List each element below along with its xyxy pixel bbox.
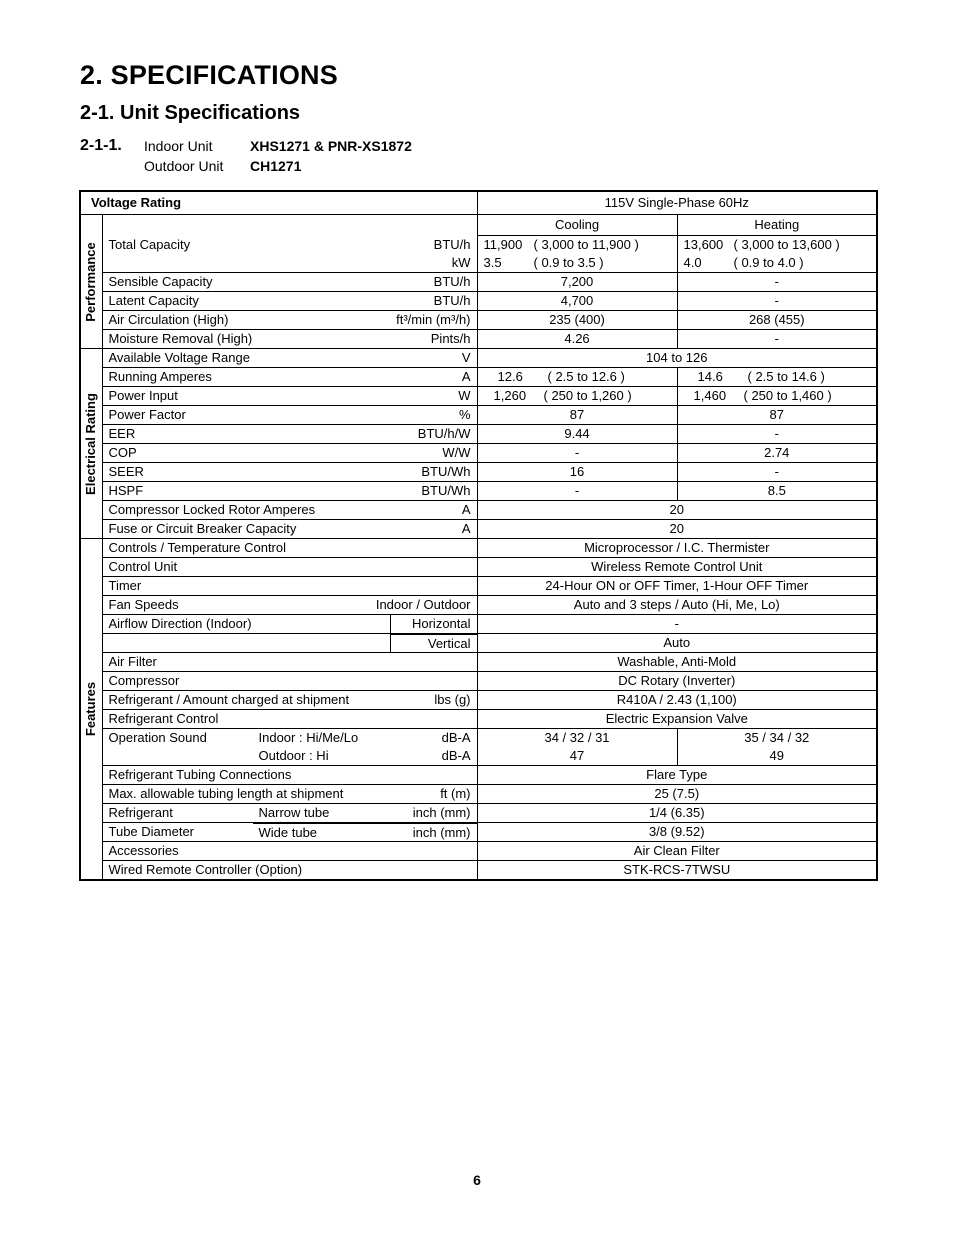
row-label: Fan Speeds <box>108 597 179 612</box>
page-number: 6 <box>473 1172 481 1188</box>
cell-value: 1,260 <box>493 388 527 403</box>
cell-value: 1/4 (6.35) <box>477 804 877 823</box>
row-sub-label: Indoor : Hi/Me/Lo <box>258 730 359 745</box>
cell-value: 87 <box>477 406 677 425</box>
cell-value: 49 <box>677 747 877 766</box>
row-unit: BTU/h <box>433 293 471 308</box>
cell-value: Air Clean Filter <box>477 842 877 861</box>
cell-value: 4.0 <box>683 255 702 270</box>
row-unit: Indoor / Outdoor <box>375 597 471 612</box>
row-unit: A <box>461 502 471 517</box>
cell-value: Auto and 3 steps / Auto (Hi, Me, Lo) <box>477 596 877 615</box>
row-unit: A <box>461 521 471 536</box>
table-row <box>80 425 877 444</box>
section-features: Features <box>80 539 102 881</box>
cell-value: ( 0.9 to 3.5 ) <box>533 255 604 270</box>
cell-value: - <box>677 292 877 311</box>
table-row <box>80 653 877 672</box>
row-label: Refrigerant Control <box>102 710 477 729</box>
cell-value: R410A / 2.43 (1,100) <box>477 691 877 710</box>
cell-value: 9.44 <box>477 425 677 444</box>
table-row <box>80 861 877 881</box>
cell-value: 11,900 <box>483 237 523 252</box>
row-unit: W/W <box>442 445 471 460</box>
cell-value: ( 3,000 to 11,900 ) <box>533 237 639 252</box>
total-capacity-unit-kw: kW <box>102 254 477 273</box>
table-row <box>80 501 877 520</box>
cell-value: - <box>477 482 677 501</box>
row-unit: V <box>461 350 471 365</box>
heating-header: Heating <box>677 215 877 236</box>
row-unit: W <box>458 388 471 403</box>
cell-value: ( 2.5 to 14.6 ) <box>747 369 825 384</box>
cell-value: Washable, Anti-Mold <box>477 653 877 672</box>
section-title: 2-1. Unit Specifications <box>80 102 301 124</box>
table-row <box>80 444 877 463</box>
row-sub-label: Narrow tube <box>258 805 330 820</box>
row-unit: BTU/h <box>433 274 471 289</box>
table-row <box>80 520 877 539</box>
table-row <box>80 292 877 311</box>
page-title: 2. SPECIFICATIONS <box>80 60 338 90</box>
row-label: Refrigerant <box>108 805 173 820</box>
row-label: COP <box>108 445 137 460</box>
spec-table <box>79 190 878 881</box>
row-label: Latent Capacity <box>108 293 199 308</box>
table-row <box>80 747 877 766</box>
cell-value: 235 (400) <box>477 311 677 330</box>
indoor-unit-label: Indoor Unit <box>144 138 213 154</box>
cell-value: 1,460 <box>693 388 727 403</box>
row-label: Moisture Removal (High) <box>108 331 253 346</box>
row-label: Sensible Capacity <box>108 274 213 289</box>
cell-value: DC Rotary (Inverter) <box>477 672 877 691</box>
row-unit: BTU/Wh <box>421 483 471 498</box>
row-label: HSPF <box>108 483 144 498</box>
cell-value: 87 <box>677 406 877 425</box>
table-row <box>80 804 877 823</box>
cell-value: 2.74 <box>677 444 877 463</box>
outdoor-unit-model: CH1271 <box>250 158 302 174</box>
cell-value: 14.6 <box>697 369 723 384</box>
row-unit: dB-A <box>441 730 471 745</box>
cell-value: 25 (7.5) <box>477 785 877 804</box>
table-row <box>80 311 877 330</box>
row-label: Compressor Locked Rotor Amperes <box>108 502 316 517</box>
cell-value: - <box>677 463 877 482</box>
voltage-rating-value: 115V Single-Phase 60Hz <box>477 191 877 215</box>
outdoor-unit-label: Outdoor Unit <box>144 158 224 174</box>
row-unit: dB-A <box>441 748 471 763</box>
cell-value: 4.26 <box>477 330 677 349</box>
row-label: Tube Diameter <box>108 824 194 839</box>
row-label: Timer <box>102 577 477 596</box>
cell-value: 268 (455) <box>677 311 877 330</box>
table-row <box>80 634 877 653</box>
voltage-rating-label: Voltage Rating <box>80 191 477 215</box>
table-row <box>80 191 877 215</box>
row-label: Airflow Direction (Indoor) <box>108 616 252 631</box>
total-capacity-label: Total Capacity <box>108 236 191 252</box>
row-label: SEER <box>108 464 144 479</box>
row-sub-label: Vertical <box>390 634 477 652</box>
row-label: Refrigerant Tubing Connections <box>102 766 477 785</box>
cell-value: 20 <box>477 520 877 539</box>
total-capacity-unit-btu: BTU/h <box>433 236 471 252</box>
cell-value: 13,600 <box>683 237 724 252</box>
table-row <box>80 463 877 482</box>
cell-value: Electric Expansion Valve <box>477 710 877 729</box>
table-row <box>80 406 877 425</box>
row-label: Wired Remote Controller (Option) <box>102 861 477 881</box>
cell-value: 3.5 <box>483 255 502 270</box>
row-unit: % <box>458 407 471 422</box>
row-unit: BTU/h/W <box>417 426 471 441</box>
table-row <box>80 236 877 255</box>
cell-value: ( 250 to 1,260 ) <box>543 388 632 403</box>
cell-value: STK-RCS-7TWSU <box>477 861 877 881</box>
cell-value: - <box>677 273 877 292</box>
table-row <box>80 273 877 292</box>
row-unit: ft (m) <box>440 786 471 801</box>
cell-value: 35 / 34 / 32 <box>677 729 877 748</box>
cell-value: 47 <box>477 747 677 766</box>
row-label: Fuse or Circuit Breaker Capacity <box>108 521 297 536</box>
cell-value: - <box>477 615 877 634</box>
cell-value: Auto <box>477 634 877 653</box>
table-row <box>80 691 877 710</box>
table-row <box>80 482 877 501</box>
table-row <box>80 615 877 634</box>
row-label: Air Filter <box>102 653 477 672</box>
row-unit: lbs (g) <box>434 692 471 707</box>
cell-value: 24-Hour ON or OFF Timer, 1-Hour OFF Timer <box>477 577 877 596</box>
table-row <box>80 823 877 842</box>
table-row <box>80 710 877 729</box>
row-label: Operation Sound <box>108 730 207 745</box>
cell-value: 4,700 <box>477 292 677 311</box>
table-row <box>80 349 877 368</box>
row-unit: A <box>461 369 471 384</box>
row-label: Refrigerant / Amount charged at shipment <box>108 692 350 707</box>
table-row <box>80 672 877 691</box>
row-label: Max. allowable tubing length at shipment <box>108 786 344 801</box>
cell-value: ( 250 to 1,460 ) <box>743 388 832 403</box>
table-row <box>80 766 877 785</box>
table-row <box>80 596 877 615</box>
table-row <box>80 842 877 861</box>
cell-value: 3/8 (9.52) <box>477 823 877 842</box>
cell-value: ( 2.5 to 12.6 ) <box>547 369 625 384</box>
table-row <box>80 785 877 804</box>
row-unit: inch (mm) <box>413 823 477 841</box>
cell-value: - <box>677 425 877 444</box>
cell-value: - <box>677 330 877 349</box>
cell-value: - <box>477 444 677 463</box>
cell-value: 7,200 <box>477 273 677 292</box>
row-label: Power Factor <box>108 407 186 422</box>
row-label: Accessories <box>102 842 477 861</box>
row-unit: Pints/h <box>430 331 471 346</box>
row-label: Power Input <box>108 388 178 403</box>
row-label: Available Voltage Range <box>108 350 250 365</box>
row-label: Air Circulation (High) <box>108 312 229 327</box>
cell-value: Microprocessor / I.C. Thermister <box>477 539 877 558</box>
row-unit: inch (mm) <box>412 805 471 820</box>
cell-value: 20 <box>477 501 877 520</box>
cell-value: Flare Type <box>477 766 877 785</box>
row-label: Compressor <box>102 672 477 691</box>
table-row <box>80 368 877 387</box>
cell-value: 34 / 32 / 31 <box>477 729 677 748</box>
subsection-number: 2-1-1. <box>80 137 122 154</box>
indoor-unit-model: XHS1271 & PNR-XS1872 <box>250 138 412 154</box>
cell-value: ( 0.9 to 4.0 ) <box>733 255 804 270</box>
cooling-header: Cooling <box>477 215 677 236</box>
table-row <box>80 577 877 596</box>
row-unit: ft³/min (m³/h) <box>396 312 471 327</box>
section-electrical: Electrical Rating <box>80 349 102 539</box>
row-label: Controls / Temperature Control <box>102 539 477 558</box>
table-row <box>80 387 877 406</box>
section-performance: Performance <box>80 215 102 349</box>
row-label: Control Unit <box>102 558 477 577</box>
table-row <box>80 558 877 577</box>
cell-value: 12.6 <box>497 369 523 384</box>
table-row <box>80 254 877 273</box>
row-label: EER <box>108 426 136 441</box>
table-row <box>80 729 877 748</box>
cell-value: 8.5 <box>677 482 877 501</box>
cell-value: 104 to 126 <box>477 349 877 368</box>
table-row <box>80 215 877 236</box>
cell-value: 16 <box>477 463 677 482</box>
row-unit: BTU/Wh <box>421 464 471 479</box>
row-sub-label: Wide tube <box>253 823 413 841</box>
cell-value: Wireless Remote Control Unit <box>477 558 877 577</box>
table-row <box>80 539 877 558</box>
table-row <box>80 330 877 349</box>
row-label: Running Amperes <box>108 369 212 384</box>
cell-value: ( 3,000 to 13,600 ) <box>733 237 840 252</box>
row-sub-label: Horizontal <box>390 615 477 633</box>
row-sub-label: Outdoor : Hi <box>258 748 329 763</box>
